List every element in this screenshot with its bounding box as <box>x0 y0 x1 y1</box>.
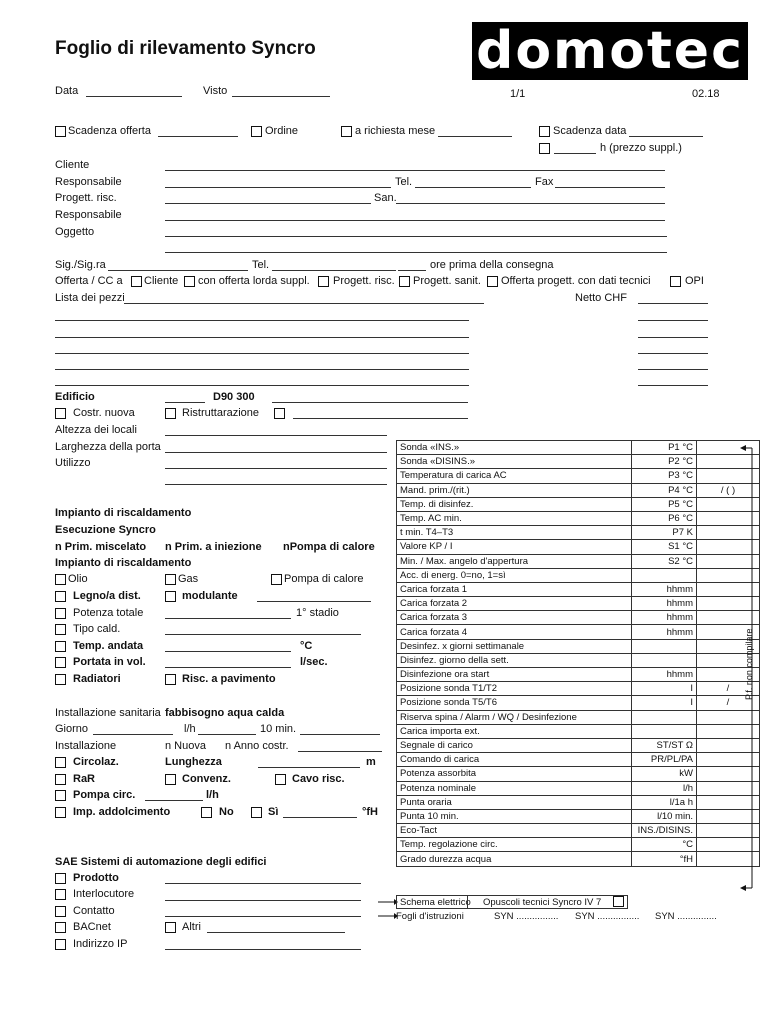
modulante-label: modulante <box>182 590 238 602</box>
param-label: Temp. di disinfez. <box>397 497 632 511</box>
si-field[interactable] <box>283 817 357 818</box>
table-row <box>397 795 760 809</box>
table-row <box>397 540 760 554</box>
param-label: Segnale di carico <box>397 738 632 752</box>
netto-line[interactable] <box>638 369 708 370</box>
param-unit <box>632 710 697 724</box>
table-row <box>397 455 760 469</box>
lorda-checkbox[interactable] <box>184 276 195 287</box>
contact-tel-label: Tel. <box>252 259 270 271</box>
page-title: Foglio di rilevamento Syncro <box>55 38 316 59</box>
param-label: Punta oraria <box>397 795 632 809</box>
oggetto-label: Oggetto <box>55 226 95 238</box>
param-unit <box>632 653 697 667</box>
lh2-label: l/h <box>206 789 219 801</box>
lista-label: Lista dei pezzi <box>55 292 125 304</box>
syn-field-2[interactable]: SYN ................ <box>575 911 640 922</box>
san-field[interactable] <box>396 203 665 204</box>
modulante-field[interactable] <box>257 601 371 602</box>
indirizzo-field[interactable] <box>165 949 361 950</box>
lista-line[interactable] <box>55 320 469 321</box>
param-label: Carica forzata 2 <box>397 597 632 611</box>
table-row <box>397 597 760 611</box>
edificio-label: Edificio <box>55 391 95 403</box>
bacnet-checkbox[interactable] <box>55 922 66 933</box>
edificio-field[interactable] <box>165 402 205 403</box>
offerta-cc-label: Offerta / CC a <box>55 275 123 287</box>
cliente-field[interactable] <box>165 170 665 171</box>
table-row <box>397 809 760 823</box>
contatto-checkbox[interactable] <box>55 906 66 917</box>
larghezza-field[interactable] <box>165 452 387 453</box>
param-unit: P3 °C <box>632 469 697 483</box>
prodotto-checkbox[interactable] <box>55 873 66 884</box>
param-unit: P5 °C <box>632 497 697 511</box>
utilizzo-field[interactable] <box>165 468 387 469</box>
scadenza-offerta-checkbox[interactable] <box>55 126 66 137</box>
fogli-label: Fogli d'istruzioni <box>396 911 464 922</box>
contatto-label: Contatto <box>73 905 115 917</box>
pompa-circ-checkbox[interactable] <box>55 790 66 801</box>
costr-nuova-label: Costr. nuova <box>73 407 135 419</box>
param-value[interactable]: / <box>697 682 760 696</box>
table-row <box>397 526 760 540</box>
fax-field[interactable] <box>555 187 665 188</box>
param-label: Posizione sonda T5/T6 <box>397 696 632 710</box>
progett-risc-field[interactable] <box>165 203 371 204</box>
schema-label: Schema elettrico <box>400 897 471 908</box>
param-label: Sonda «INS.» <box>397 441 632 455</box>
fax-label: Fax <box>535 176 554 188</box>
d90-field[interactable] <box>272 402 468 403</box>
prezzo-suppl-field[interactable] <box>554 153 596 154</box>
param-label: Posizione sonda T1/T2 <box>397 682 632 696</box>
responsabile-field[interactable] <box>165 187 391 188</box>
anno-field[interactable] <box>298 751 382 752</box>
netto-line[interactable] <box>638 353 708 354</box>
param-label: Comando di carica <box>397 753 632 767</box>
d90-label: D90 300 <box>213 391 255 403</box>
page-number: 1/1 <box>510 88 526 100</box>
param-unit: P1 °C <box>632 441 697 455</box>
sigra-label: Sig./Sig.ra <box>55 259 106 271</box>
ristrutt-checkbox[interactable] <box>165 408 176 419</box>
table-row <box>397 582 760 596</box>
progett-risc-label: Progett. risc. <box>55 192 117 204</box>
table-row <box>397 852 760 866</box>
param-unit: P6 °C <box>632 511 697 525</box>
table-row <box>397 653 760 667</box>
pompa-circ-field[interactable] <box>145 800 203 801</box>
param-unit: PR/PL/PA <box>632 753 697 767</box>
cavo-label: Cavo risc. <box>292 773 345 785</box>
costr-nuova-checkbox[interactable] <box>55 408 66 419</box>
param-unit: hhmm <box>632 582 697 596</box>
lorda-label: con offerta lorda suppl. <box>198 275 310 287</box>
cliente-option-label: Cliente <box>144 275 179 287</box>
param-label: Valore KP / I <box>397 540 632 554</box>
prodotto-label: Prodotto <box>73 872 119 884</box>
circolaz-label: Circolaz. <box>73 756 119 768</box>
lista-field[interactable] <box>124 303 484 304</box>
si-checkbox[interactable] <box>251 807 262 818</box>
ordine-label: Ordine <box>265 125 299 137</box>
param-unit: S1 °C <box>632 540 697 554</box>
schema-value: Opuscoli tecnici Syncro IV 7 <box>483 897 602 908</box>
tel-field[interactable] <box>415 187 531 188</box>
table-row <box>397 554 760 568</box>
nuova-option[interactable]: n Nuova <box>165 740 206 752</box>
lista-line[interactable] <box>55 353 469 354</box>
param-label: Potenza nominale <box>397 781 632 795</box>
interlocutore-checkbox[interactable] <box>55 889 66 900</box>
richiesta-mese-checkbox[interactable] <box>341 126 352 137</box>
param-label: Punta 10 min. <box>397 809 632 823</box>
param-unit <box>632 639 697 653</box>
prim-iniez-option[interactable]: n Prim. a iniezione <box>165 541 262 553</box>
pavimento-label: Risc. a pavimento <box>182 673 276 685</box>
arrow-left-icon <box>740 885 746 891</box>
lunghezza-label: Lunghezza <box>165 756 222 768</box>
portata-unit: l/sec. <box>300 656 328 668</box>
rar-checkbox[interactable] <box>55 774 66 785</box>
table-row <box>397 568 760 582</box>
tel-label: Tel. <box>395 176 413 188</box>
legno-label: Legno/a dist. <box>73 590 141 602</box>
param-label: Grado durezza acqua <box>397 852 632 866</box>
param-label: Desinfez. x giorni settimanale <box>397 639 632 653</box>
param-label: Temp. regolazione circ. <box>397 838 632 852</box>
table-row <box>397 838 760 852</box>
table-row <box>397 767 760 781</box>
table-row <box>397 753 760 767</box>
sae-heading: SAE Sistemi di automazione degli edifici <box>55 856 267 868</box>
scadenza-data-field[interactable] <box>629 136 703 137</box>
tipo-label: Tipo cald. <box>73 623 121 635</box>
table-row <box>397 441 760 455</box>
other-checkbox[interactable] <box>274 408 285 419</box>
gas-label: Gas <box>178 573 199 585</box>
circolaz-checkbox[interactable] <box>55 757 66 768</box>
prodotto-field[interactable] <box>165 883 361 884</box>
indirizzo-label: Indirizzo IP <box>73 938 128 950</box>
param-unit: hhmm <box>632 668 697 682</box>
convenz-label: Convenz. <box>182 773 231 785</box>
table-row <box>397 738 760 752</box>
altezza-field[interactable] <box>165 435 387 436</box>
installazione2-label: Installazione <box>55 740 117 752</box>
table-row <box>397 724 760 738</box>
altezza-label: Altezza dei locali <box>55 424 137 436</box>
netto-line[interactable] <box>638 385 708 386</box>
param-unit: I <box>632 696 697 710</box>
tipo-checkbox[interactable] <box>55 624 66 635</box>
giorno-label: Giorno <box>55 723 89 735</box>
min10-label: 10 min. <box>260 723 297 735</box>
responsabile2-field[interactable] <box>165 220 665 221</box>
visto-label: Visto <box>203 85 228 97</box>
temp-unit: °C <box>300 640 313 652</box>
larghezza-label: Larghezza della porta <box>55 441 161 453</box>
impianto2-heading: Impianto di riscaldamento <box>55 557 192 569</box>
addolc-checkbox[interactable] <box>55 807 66 818</box>
prezzo-suppl-label: h (prezzo suppl.) <box>600 142 682 154</box>
impianto-heading: Impianto di riscaldamento <box>55 507 192 519</box>
param-unit: hhmm <box>632 625 697 639</box>
contact-tel-field[interactable] <box>272 270 396 271</box>
param-label: Disinfezione ora start <box>397 668 632 682</box>
olio-checkbox[interactable] <box>55 574 66 585</box>
altri-checkbox[interactable] <box>165 922 176 933</box>
visto-field[interactable] <box>232 96 330 97</box>
portata-field[interactable] <box>165 667 291 668</box>
radiatori-label: Radiatori <box>73 673 121 685</box>
opi-label: OPI <box>685 275 704 287</box>
param-label: Carica forzata 4 <box>397 625 632 639</box>
param-label: Mand. prim./(rit.) <box>397 483 632 497</box>
table-row <box>397 497 760 511</box>
m-unit: m <box>366 756 376 768</box>
responsabile-label: Responsabile <box>55 176 122 188</box>
schema-checkbox[interactable] <box>613 896 624 907</box>
syn-field-3[interactable]: SYN ............... <box>655 911 717 922</box>
potenza-label: Potenza totale <box>73 607 144 619</box>
fabbisogno-label: fabbisogno aqua calda <box>165 707 285 719</box>
legno-checkbox[interactable] <box>55 591 66 602</box>
esecuzione-heading: Esecuzione Syncro <box>55 524 156 536</box>
param-unit <box>632 724 697 738</box>
domotec-logo: domotec <box>472 22 748 80</box>
arrow-icons <box>374 893 398 923</box>
portata-checkbox[interactable] <box>55 657 66 668</box>
param-label: Temp. AC min. <box>397 511 632 525</box>
opi-checkbox[interactable] <box>670 276 681 287</box>
table-row <box>397 625 760 639</box>
indirizzo-checkbox[interactable] <box>55 939 66 950</box>
offerta-progett-label: Offerta progett. con dati tecnici <box>501 275 651 287</box>
table-row <box>397 710 760 724</box>
param-unit: l/h <box>632 781 697 795</box>
netto-line[interactable] <box>638 320 708 321</box>
no-label: No <box>219 806 234 818</box>
prim-misc-option[interactable]: n Prim. miscelato <box>55 541 147 553</box>
ore-field[interactable] <box>398 270 426 271</box>
richiesta-mese-field[interactable] <box>438 136 512 137</box>
pompa-circ-label: Pompa circ. <box>73 789 136 801</box>
convenz-checkbox[interactable] <box>165 774 176 785</box>
lh-field[interactable] <box>198 734 256 735</box>
param-unit: °fH <box>632 852 697 866</box>
altri-field[interactable] <box>207 932 345 933</box>
bacnet-label: BACnet <box>73 921 111 933</box>
param-value[interactable]: / <box>697 696 760 710</box>
cavo-checkbox[interactable] <box>275 774 286 785</box>
other-field[interactable] <box>293 418 468 419</box>
lunghezza-field[interactable] <box>258 767 360 768</box>
radiatori-checkbox[interactable] <box>55 674 66 685</box>
potenza-checkbox[interactable] <box>55 608 66 619</box>
lista-line[interactable] <box>55 385 469 386</box>
arrow-right-icon <box>378 913 398 919</box>
param-label: Carica forzata 1 <box>397 582 632 596</box>
param-unit: P4 °C <box>632 483 697 497</box>
param-unit: l/10 min. <box>632 809 697 823</box>
param-unit: °C <box>632 838 697 852</box>
data-label: Data <box>55 85 79 97</box>
param-unit: l/1a h <box>632 795 697 809</box>
olio-label: Olio <box>68 573 88 585</box>
table-row <box>397 781 760 795</box>
param-label: t min. T4–T3 <box>397 526 632 540</box>
scadenza-offerta-label: Scadenza offerta <box>68 125 151 137</box>
param-label: Riserva spina / Alarm / WQ / Desinfezione <box>397 710 632 724</box>
altri-label: Altri <box>182 921 201 933</box>
param-label: Sonda «DISINS.» <box>397 455 632 469</box>
interlocutore-field[interactable] <box>165 900 361 901</box>
interlocutore-label: Interlocutore <box>73 888 135 900</box>
ristrutt-label: Ristruttarazione <box>182 407 260 419</box>
san-label: San. <box>374 192 397 204</box>
prezzo-suppl-checkbox[interactable] <box>539 143 550 154</box>
version: 02.18 <box>692 88 720 100</box>
table-row <box>397 696 760 710</box>
data-field[interactable] <box>86 96 182 97</box>
utilizzo-label: Utilizzo <box>55 457 91 469</box>
param-unit: hhmm <box>632 611 697 625</box>
netto-label: Netto CHF <box>575 292 627 304</box>
anno-option[interactable]: n Anno costr. <box>225 740 289 752</box>
pompa-checkbox[interactable] <box>271 574 282 585</box>
param-unit: kW <box>632 767 697 781</box>
table-row <box>397 483 760 497</box>
table-row <box>397 611 760 625</box>
offerta-progett-checkbox[interactable] <box>487 276 498 287</box>
contatto-field[interactable] <box>165 916 361 917</box>
side-note: P.f. non compilare <box>744 628 754 700</box>
cliente-label: Cliente <box>55 159 90 171</box>
giorno-field[interactable] <box>93 734 173 735</box>
progett-sanit-label: Progett. sanit. <box>413 275 481 287</box>
table-row <box>397 682 760 696</box>
potenza-field[interactable] <box>165 618 291 619</box>
gas-checkbox[interactable] <box>165 574 176 585</box>
modulante-checkbox[interactable] <box>165 591 176 602</box>
temp-checkbox[interactable] <box>55 641 66 652</box>
param-unit: hhmm <box>632 597 697 611</box>
temp-field[interactable] <box>165 651 291 652</box>
progett-risc-option-label: Progett. risc. <box>333 275 395 287</box>
installazione-label: Installazione sanitaria <box>55 707 161 719</box>
ore-label: ore prima della consegna <box>430 259 554 271</box>
param-label: Disinfez. giorno della sett. <box>397 653 632 667</box>
arrow-left-icon <box>740 445 746 451</box>
param-label: Potenza assorbita <box>397 767 632 781</box>
scadenza-data-checkbox[interactable] <box>539 126 550 137</box>
pompa-label: Pompa di calore <box>284 573 364 585</box>
no-checkbox[interactable] <box>201 807 212 818</box>
utilizzo-field-2[interactable] <box>165 484 387 485</box>
table-row <box>397 469 760 483</box>
netto-line[interactable] <box>638 337 708 338</box>
progett-sanit-checkbox[interactable] <box>399 276 410 287</box>
param-label: Carica importa ext. <box>397 724 632 738</box>
param-label: Temperatura di carica AC <box>397 469 632 483</box>
lista-line[interactable] <box>55 369 469 370</box>
lh-label: l/h <box>184 723 196 735</box>
min10-field[interactable] <box>300 734 380 735</box>
responsabile2-label: Responsabile <box>55 209 122 221</box>
param-unit: ST/ST Ω <box>632 738 697 752</box>
pavimento-checkbox[interactable] <box>165 674 176 685</box>
param-value[interactable]: / ( ) <box>697 483 760 497</box>
lista-line[interactable] <box>55 337 469 338</box>
oggetto-field[interactable] <box>165 236 667 237</box>
table-row <box>397 511 760 525</box>
schema-row <box>396 895 628 909</box>
param-unit: I <box>632 682 697 696</box>
rar-label: RaR <box>73 773 96 785</box>
param-label: Carica forzata 3 <box>397 611 632 625</box>
param-unit: P2 °C <box>632 455 697 469</box>
param-label: Acc. di energ. 0=no, 1=sì <box>397 568 632 582</box>
temp-label: Temp. andata <box>73 640 144 652</box>
oggetto-field-2[interactable] <box>165 252 667 253</box>
addolc-label: Imp. addolcimento <box>73 806 171 818</box>
fh-unit: °fH <box>362 806 379 818</box>
param-unit: P7 K <box>632 526 697 540</box>
param-label: Eco-Tact <box>397 824 632 838</box>
arrow-right-icon <box>378 899 398 905</box>
table-row <box>397 668 760 682</box>
parameter-table <box>396 440 760 867</box>
param-unit: INS./DISINS. <box>632 824 697 838</box>
table-row <box>397 639 760 653</box>
table-row <box>397 824 760 838</box>
stadio-label: 1° stadio <box>296 607 339 619</box>
param-unit: S2 °C <box>632 554 697 568</box>
progett-risc-checkbox[interactable] <box>318 276 329 287</box>
cliente-checkbox[interactable] <box>131 276 142 287</box>
si-label: Sì <box>268 806 279 818</box>
richiesta-mese-label: a richiesta mese <box>355 125 436 137</box>
ordine-checkbox[interactable] <box>251 126 262 137</box>
syn-field-1[interactable]: SYN ................ <box>494 911 559 922</box>
scadenza-offerta-field[interactable] <box>158 136 238 137</box>
param-label: Min. / Max. angelo d'appertura <box>397 554 632 568</box>
portata-label: Portata in vol. <box>73 656 146 668</box>
pompa-calore-option[interactable]: nPompa di calore <box>283 541 375 553</box>
scadenza-data-label: Scadenza data <box>553 125 627 137</box>
tipo-field[interactable] <box>165 634 361 635</box>
netto-field[interactable] <box>638 303 708 304</box>
sigra-field[interactable] <box>108 270 248 271</box>
param-unit <box>632 568 697 582</box>
